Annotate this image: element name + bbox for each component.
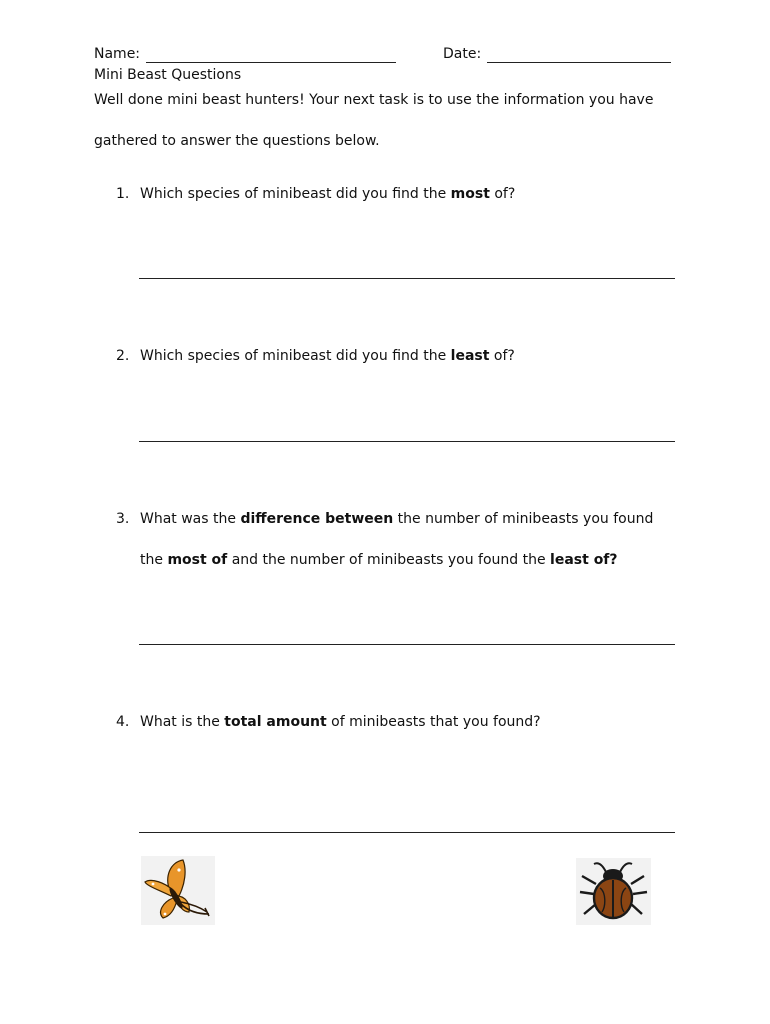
- answer-line-2[interactable]: [139, 441, 675, 442]
- question-1-text: Which species of minibeast did you find the most of?: [140, 186, 516, 202]
- worksheet-title: Mini Beast Questions: [94, 67, 242, 83]
- question-4-number: 4.: [116, 714, 130, 730]
- question-3-number: 3.: [116, 511, 130, 527]
- name-field[interactable]: [146, 62, 396, 63]
- question-1-number: 1.: [116, 186, 130, 202]
- name-label: Name:: [94, 46, 141, 62]
- question-2-number: 2.: [116, 348, 130, 364]
- answer-line-3[interactable]: [139, 644, 675, 645]
- question-2-text: Which species of minibeast did you find the least of?: [140, 348, 515, 364]
- butterfly-icon: [141, 856, 215, 925]
- answer-line-1[interactable]: [139, 278, 675, 279]
- intro-line-2: gathered to answer the questions below.: [94, 133, 380, 149]
- answer-line-4[interactable]: [139, 832, 675, 833]
- beetle-icon: [576, 858, 651, 925]
- question-3-text: What was the difference between the number of minibeasts you found: [140, 511, 654, 527]
- intro-line-1: Well done mini beast hunters! Your next task is to use the information you have: [94, 92, 654, 108]
- question-4-text: What is the total amount of minibeasts that you found?: [140, 714, 541, 730]
- date-label: Date:: [443, 46, 482, 62]
- date-field[interactable]: [487, 62, 671, 63]
- question-3-text-line-2: the most of and the number of minibeasts you found the least of?: [140, 552, 618, 568]
